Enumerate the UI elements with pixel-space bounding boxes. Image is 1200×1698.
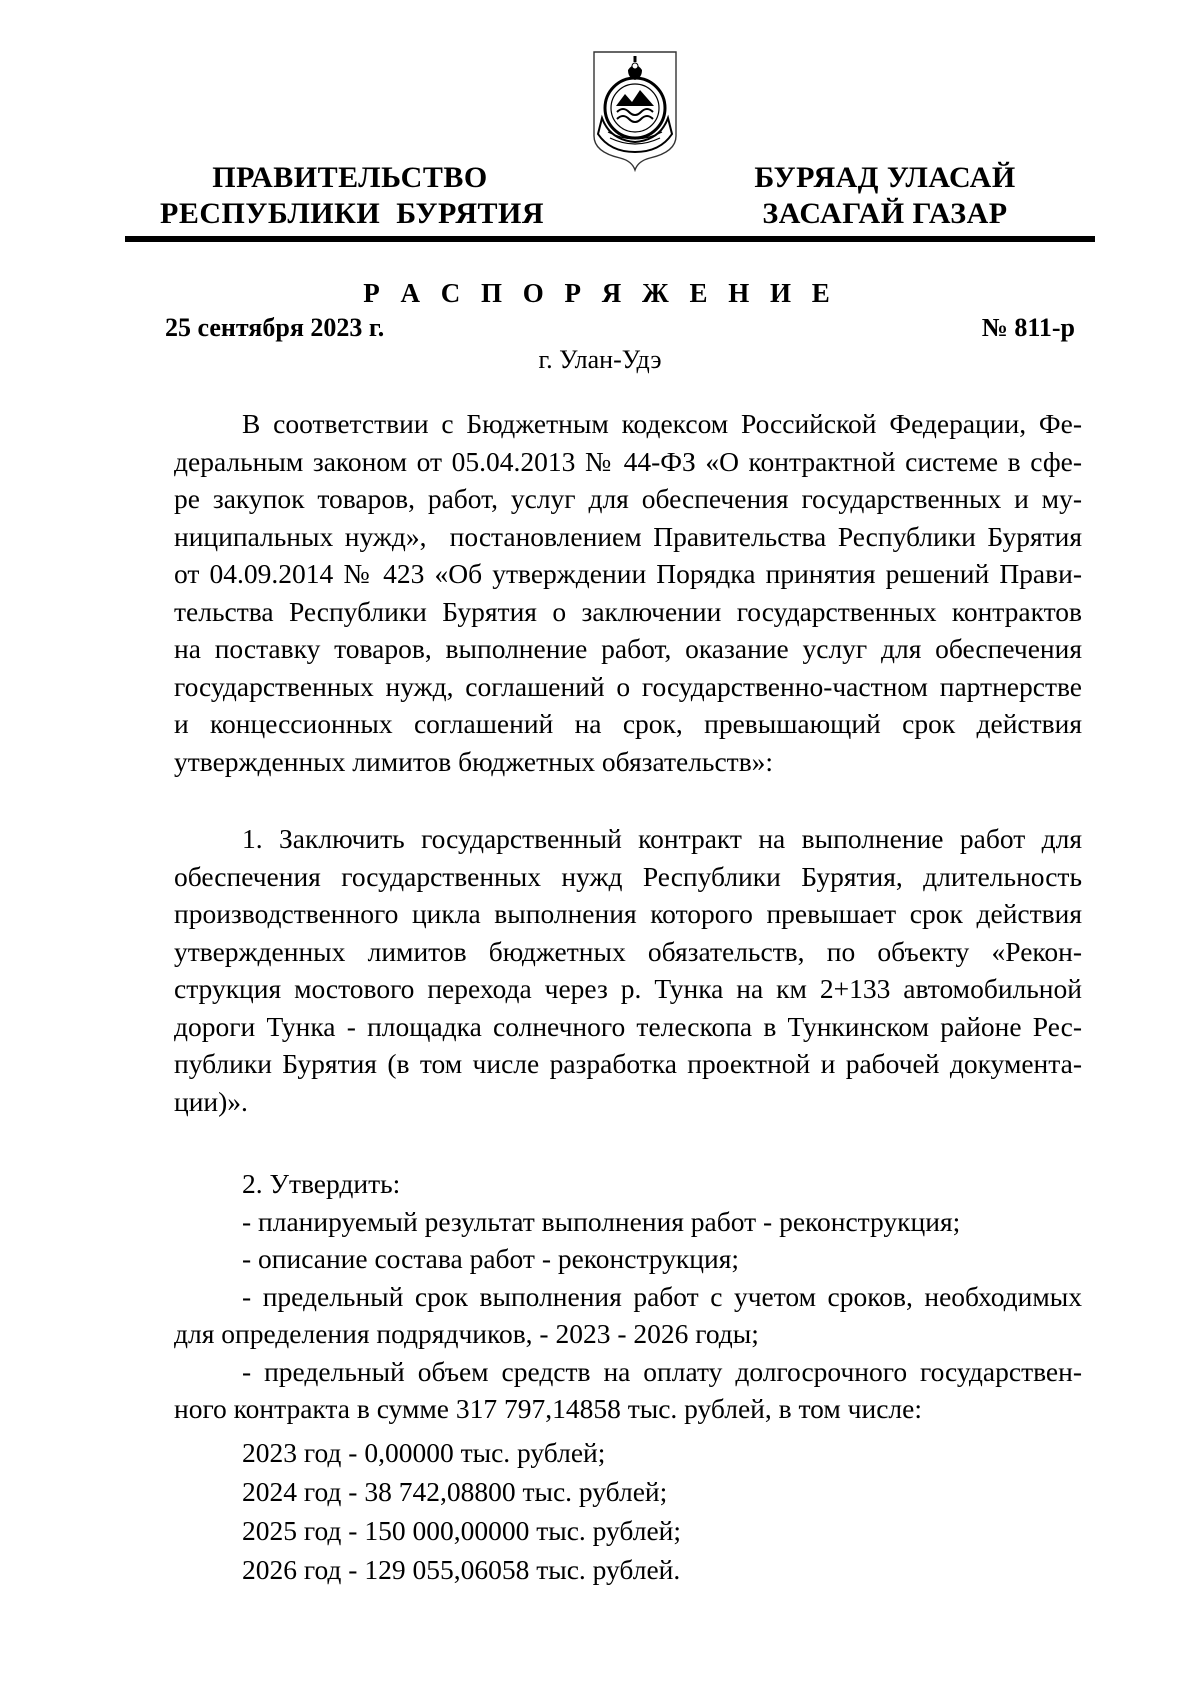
text-line: 1. Заключить государственный контракт на выполнение работ для	[242, 823, 1082, 854]
text-line: производственного цикла выполнения которого превышает срок действия	[174, 898, 1082, 929]
list-item: - предельный объем средств на оплату долгосрочного государствен-	[242, 1355, 1082, 1387]
text-line: публики Бурятия (в том числе разработка проектной и рабочей документа-	[174, 1048, 1082, 1079]
text-line: ниципальных нужд», постановлением Правительства Республики Бурятия	[174, 520, 1082, 552]
funding-year-line: 2026 год - 129 055,06058 тыс. рублей.	[242, 1553, 681, 1585]
preamble-paragraph	[174, 405, 1082, 780]
text-line: государственных нужд, соглашений о государственно-частном партнерстве	[174, 670, 1082, 702]
text-line: для определения подрядчиков, - 2023 - 2026 годы;	[174, 1318, 759, 1349]
issuer-line: РЕСПУБЛИКИ БУРЯТИЯ	[160, 197, 545, 230]
text-line: обеспечения государственных нужд Республики Бурятия, длительность	[174, 860, 1082, 892]
text-line: ного контракта в сумме 317 797,14858 тыс. рублей, в том числе:	[174, 1393, 922, 1424]
issuer-line: ЗАСАГАЙ ГАЗАР	[762, 197, 1008, 230]
text-line: тельства Республики Бурятия о заключении государственных контрактов	[174, 595, 1082, 627]
text-line: от 04.09.2014 № 423 «Об утверждении Порядка принятия решений Прави-	[174, 558, 1082, 589]
issuer-line: ПРАВИТЕЛЬСТВО	[212, 161, 488, 194]
list-item: - планируемый результат выполнения работ - реконструкция;	[242, 1205, 961, 1237]
funding-year-line: 2025 год - 150 000,00000 тыс. рублей;	[242, 1514, 682, 1546]
text-line: на поставку товаров, выполнение работ, оказание услуг для обеспечения	[174, 633, 1082, 664]
text-line: утвержденных лимитов бюджетных обязательств»:	[174, 745, 774, 777]
text-line: В соответствии с Бюджетным кодексом Российской Федерации, Фе-	[242, 408, 1082, 439]
list-item: - предельный срок выполнения работ с учетом сроков, необходимых	[242, 1280, 1082, 1312]
item-2-paragraph	[174, 1165, 1082, 1589]
text-line: струкция мостового перехода через р. Тунка на км 2+133 автомобильной	[174, 973, 1082, 1004]
text-line: утвержденных лимитов бюджетных обязательств, по объекту «Рекон-	[174, 935, 1082, 967]
issuer-name-russian	[160, 160, 545, 232]
document-date: 25 сентября 2023 г.	[165, 313, 385, 342]
text-line: и концессионных соглашений на срок, превышающий срок действия	[174, 708, 1082, 739]
document-type-title: Р А С П О Р Я Ж Е Н И Е	[363, 278, 837, 308]
text-line: ции)».	[174, 1085, 248, 1117]
funding-year-line: 2024 год - 38 742,08800 тыс. рублей;	[242, 1475, 668, 1507]
header-divider	[125, 236, 1095, 242]
text-line: ре закупок товаров, работ, услуг для обеспечения государственных и му-	[174, 483, 1082, 514]
text-line: деральным законом от 05.04.2013 № 44-ФЗ «О контрактной системе в сфе-	[174, 445, 1082, 477]
issuer-name-buryat	[735, 160, 1035, 232]
document-city: г. Улан-Удэ	[538, 345, 662, 374]
text-line: дороги Тунка - площадка солнечного телескопа в Тункинском районе Рес-	[174, 1010, 1082, 1042]
item-1-paragraph	[174, 820, 1082, 1120]
issuer-line: БУРЯАД УЛАСАЙ	[754, 161, 1016, 194]
funding-by-year	[174, 1433, 1082, 1589]
document-number: № 811-р	[981, 313, 1075, 342]
list-item: - описание состава работ - реконструкция;	[242, 1243, 740, 1274]
item-2-heading: 2. Утвердить:	[242, 1168, 401, 1199]
funding-year-line: 2023 год - 0,00000 тыс. рублей;	[242, 1436, 606, 1468]
coat-of-arms-icon	[590, 48, 680, 172]
